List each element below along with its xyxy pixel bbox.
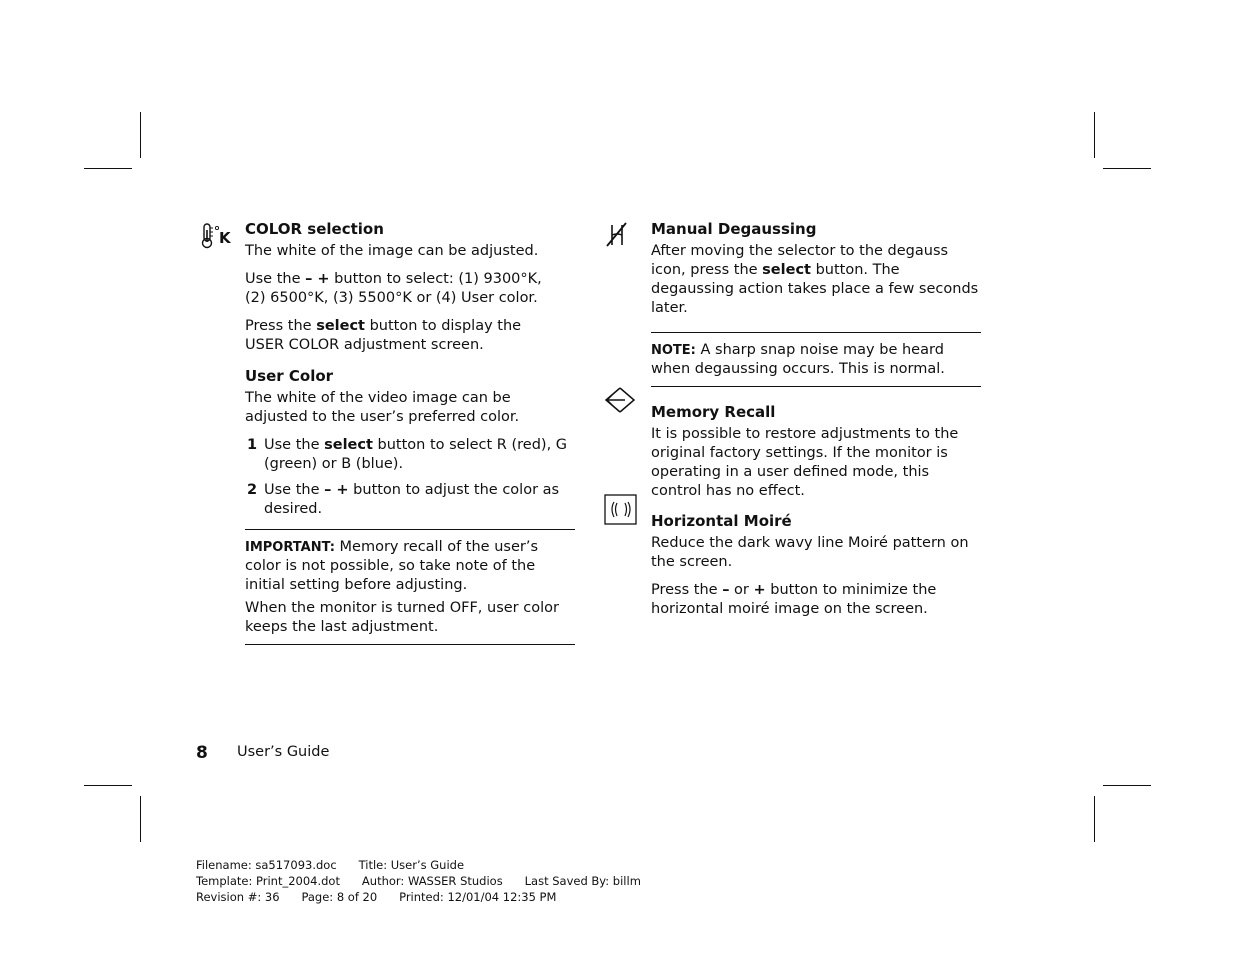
right-column (651, 220, 981, 628)
important-label: IMPORTANT: (245, 540, 335, 555)
meta-line-2: Template: Print_2004.dot Author: WASSER Studios Last Saved By: billm (196, 874, 641, 888)
crop-mark (140, 796, 141, 842)
crop-mark (1103, 785, 1151, 786)
degauss-icon (604, 221, 630, 253)
text: button to minimize the horizontal moiré image on the screen. (651, 582, 937, 617)
user-color-text: The white of the video image can be adjusted to the user’s preferred color. (245, 390, 520, 425)
note-box (651, 332, 981, 387)
text: USER COLOR adjustment screen. (245, 337, 484, 353)
memory-heading: Memory Recall (651, 403, 776, 421)
important-text-2: When the monitor is turned OFF, user color keeps the last adjustment. (245, 600, 559, 635)
select-label: select (762, 262, 811, 278)
degauss-heading: Manual Degaussing (651, 220, 817, 238)
text: button to adjust the color as desired. (264, 482, 560, 517)
text: (2) 6500°K, (3) 5500°K or (4) User color. (245, 290, 538, 306)
step-number: 2 (247, 482, 258, 498)
crop-mark (84, 785, 132, 786)
color-selection-heading: COLOR selection (245, 220, 384, 238)
text: button to select: (1) 9300°K, (329, 271, 542, 287)
page-number: 8 (196, 743, 208, 763)
moire-press (651, 581, 981, 619)
color-selection-use (245, 270, 575, 308)
minus-plus-label: – + (324, 482, 349, 498)
crop-mark (140, 112, 141, 158)
meta-line-1: Filename: sa517093.doc Title: User’s Guide (196, 858, 465, 872)
memory-text: It is possible to restore adjustments to the original factory settings. If the monitor is operating in a user defined mode, this control has no effect. (651, 426, 959, 499)
meta-line-3: Revision #: 36 Page: 8 of 20 Printed: 12/01/04 12:35 PM (196, 890, 557, 904)
memory-recall-icon (603, 385, 637, 419)
text: button to select R (red), G (green) or B (blue). (264, 437, 568, 472)
minus-label: – (722, 582, 730, 598)
moire-icon (604, 494, 638, 530)
select-label: select (324, 437, 373, 453)
important-box (245, 529, 575, 645)
text: Use the (245, 271, 306, 287)
text: Press the (245, 318, 317, 334)
color-selection-press (245, 317, 575, 355)
left-column (245, 220, 575, 645)
thermometer-k-icon (198, 222, 236, 254)
plus-label: + (753, 582, 766, 598)
step-number: 1 (247, 437, 258, 453)
select-label: select (316, 318, 365, 334)
crop-mark (84, 168, 132, 169)
note-label: NOTE: (651, 343, 696, 358)
text: After moving the selector to the degauss icon, press the (651, 243, 949, 278)
minus-plus-label: – + (305, 271, 330, 287)
text: A sharp snap noise may be heard when degaussing occurs. This is normal. (651, 342, 945, 377)
step-2 (245, 481, 575, 519)
text: Use the (264, 437, 325, 453)
text: Press the (651, 582, 723, 598)
k-letter: K (219, 229, 231, 247)
degauss-text (651, 242, 981, 318)
text: button to display the (364, 318, 522, 334)
crop-mark (1094, 796, 1095, 842)
text: button. The degaussing action takes place a few seconds later. (651, 262, 979, 316)
text: or (729, 582, 754, 598)
note-text (651, 341, 981, 379)
step-1 (245, 436, 575, 474)
moire-text: Reduce the dark wavy line Moiré pattern on the screen. (651, 535, 969, 570)
user-color-heading: User Color (245, 367, 334, 385)
text: Memory recall of the user’s color is not possible, so take note of the initial setting before adjusting. (245, 539, 538, 593)
text: Use the (264, 482, 325, 498)
moire-heading: Horizontal Moiré (651, 512, 792, 530)
guide-title: User’s Guide (237, 744, 330, 760)
crop-mark (1094, 112, 1095, 158)
crop-mark (1103, 168, 1151, 169)
important-text (245, 538, 575, 595)
color-selection-intro: The white of the image can be adjusted. (245, 243, 539, 259)
